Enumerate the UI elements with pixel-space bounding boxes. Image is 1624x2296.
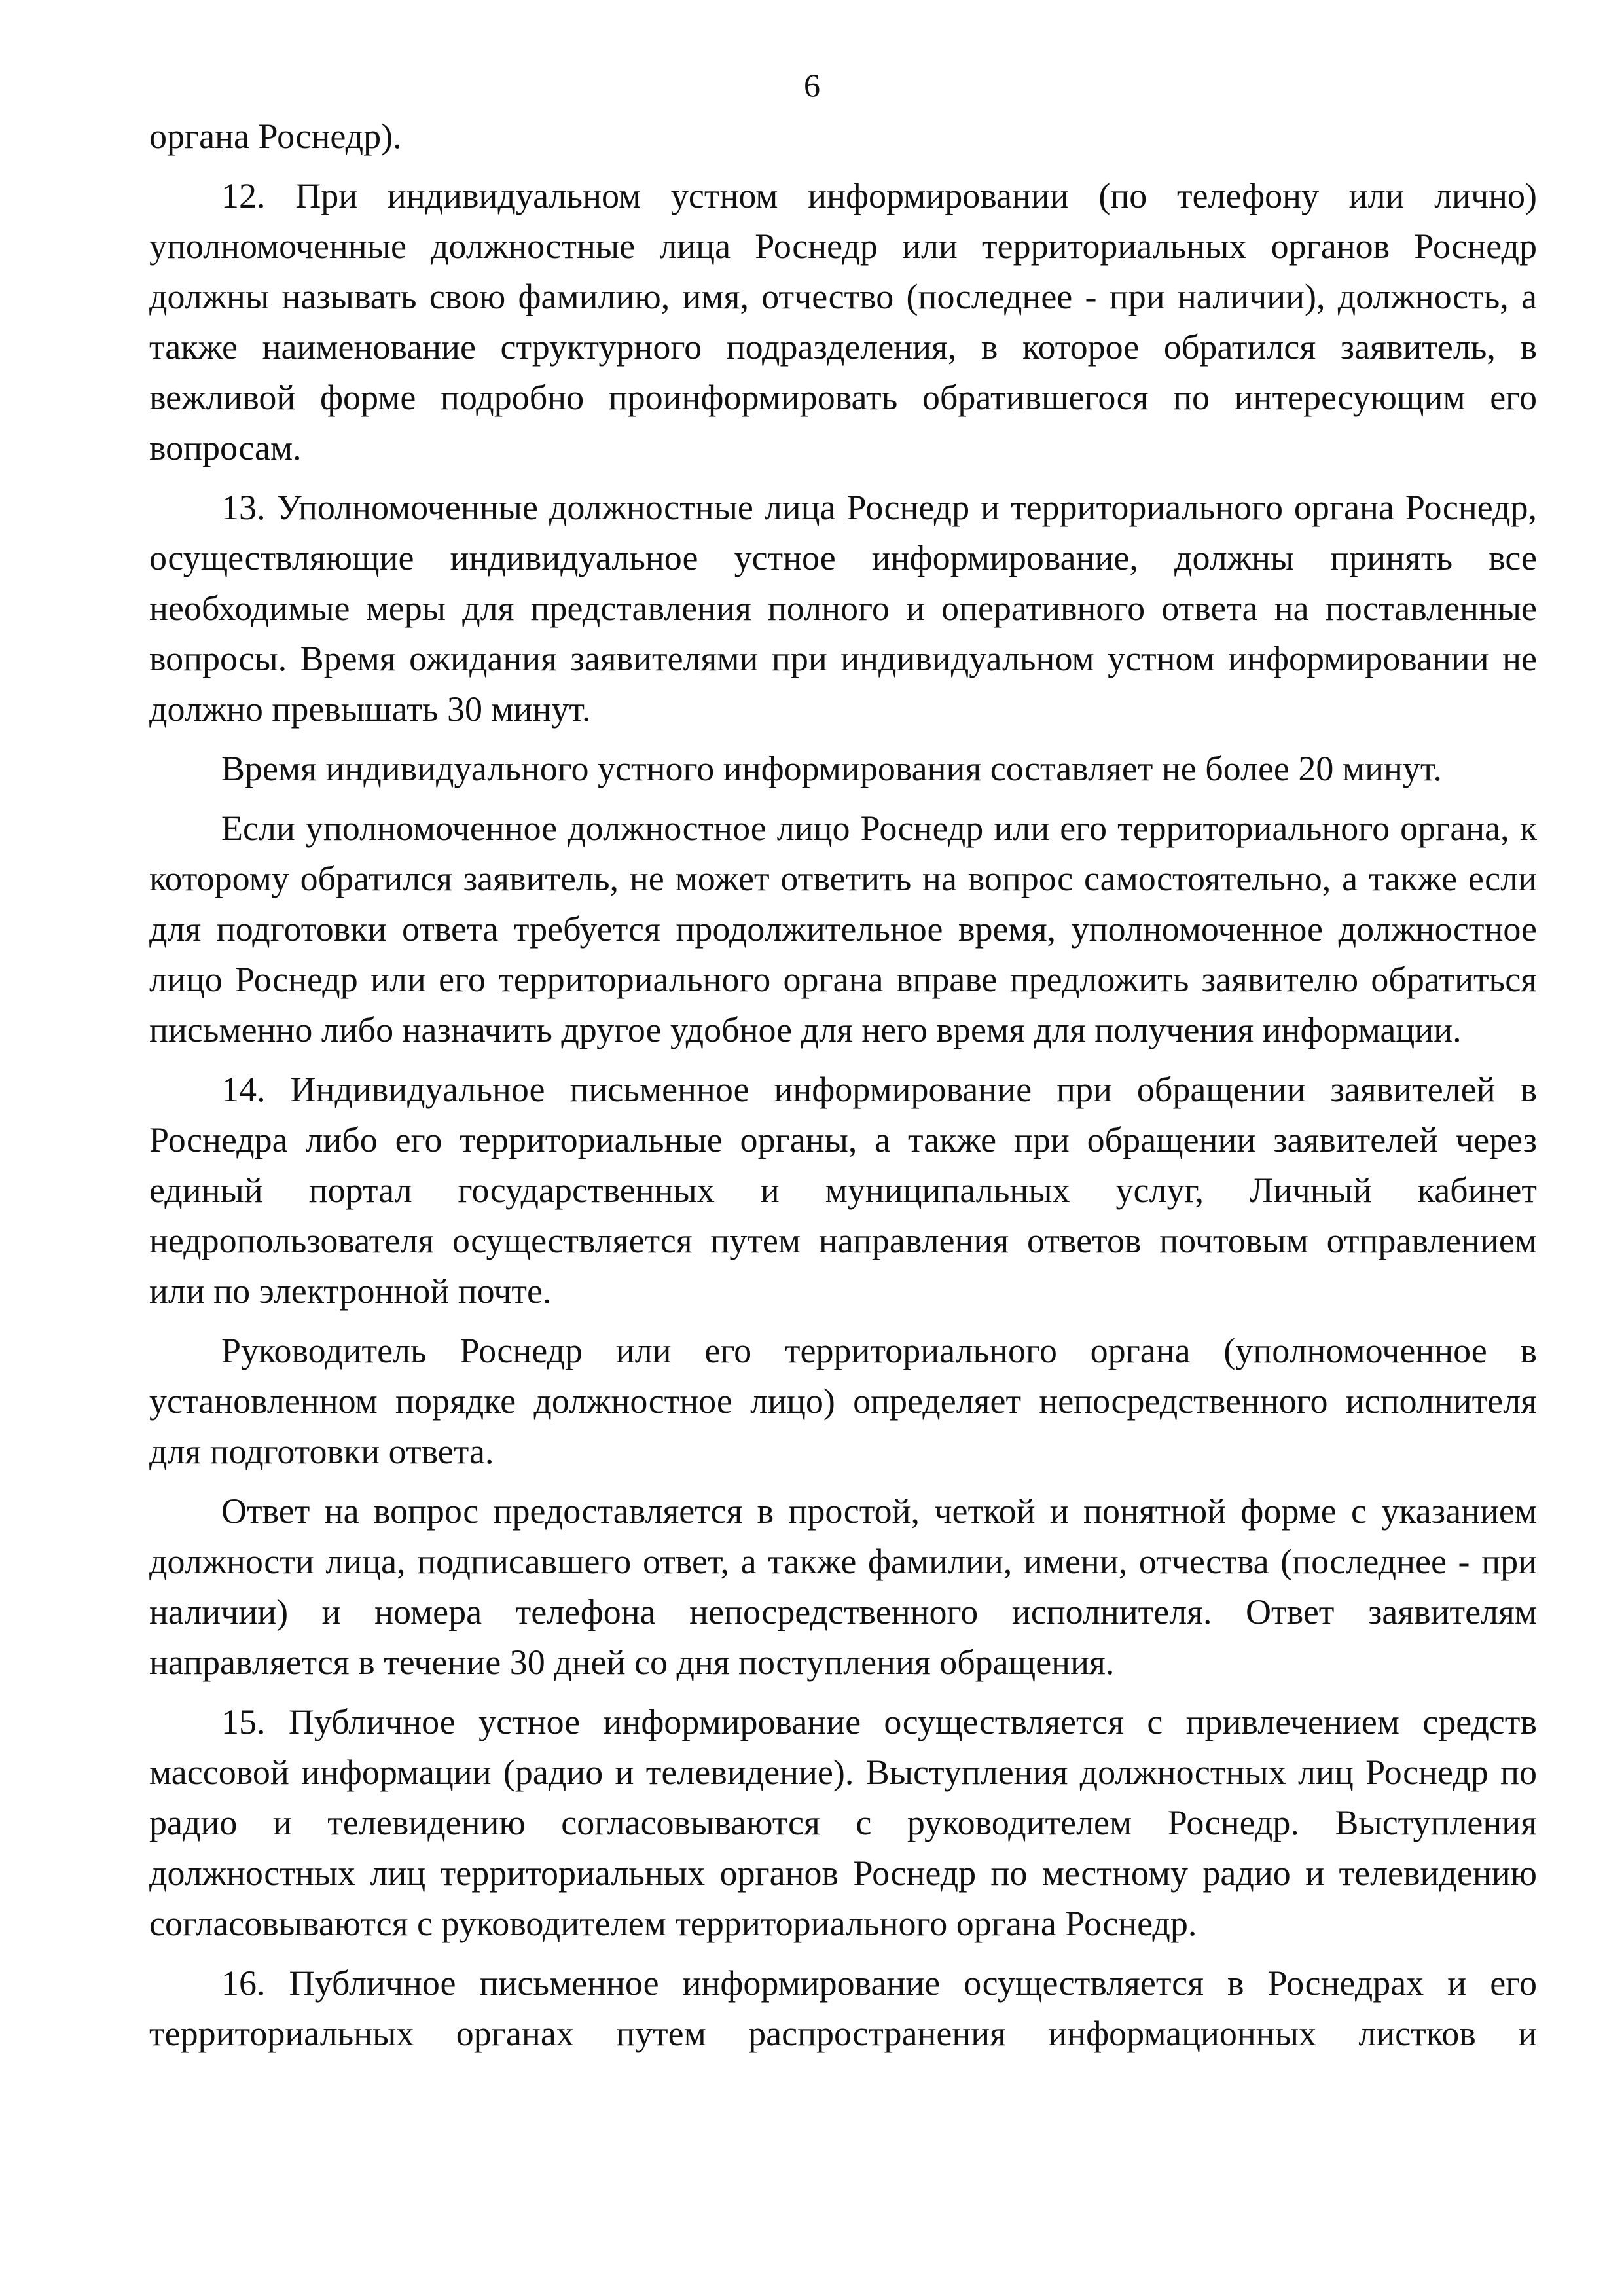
paragraph-item-12: 12. При индивидуальном устном информировании (по телефону или лично) уполномоченные должностные лица Роснедр или территориальных органов Роснедр должны называть свою фамилию, имя, отчество (последнее - при наличии), должность, а также наименование структурного подразделения, в которое обратился заявитель, в вежливой форме подробно проинформировать обратившегося по интересующим его вопросам. xyxy=(149,176,1537,467)
document-body xyxy=(149,111,1537,2068)
page-number: 6 xyxy=(804,67,820,103)
paragraph-item-13: 13. Уполномоченные должностные лица Роснедр и территориального органа Роснедр, осуществляющие индивидуальное устное информирование, должны принять все необходимые меры для представления полного и оперативного ответа на поставленные вопросы. Время ожидания заявителями при индивидуальном устном информировании не должно превышать 30 минут. xyxy=(149,488,1537,729)
paragraph-item-14: 14. Индивидуальное письменное информирование при обращении заявителей в Роснедра либо его территориальные органы, а также при обращении заявителей через единый портал государственных и муниципальных услуг, Личный кабинет недропользователя осуществляется путем направления ответов почтовым отправлением или по электронной почте. xyxy=(149,1070,1537,1311)
paragraph-continuation: органа Роснедр). xyxy=(149,117,402,156)
paragraph-item-15: 15. Публичное устное информирование осуществляется с привлечением средств массовой информации (радио и телевидение). Выступления должностных лиц Роснедр по радио и телевидению согласовываются с руководителем Роснедр. Выступления должностных лиц территориальных органов Роснедр по местному радио и телевидению согласовываются с руководителем территориального органа Роснедр. xyxy=(149,1702,1537,1943)
paragraph-redirect: Если уполномоченное должностное лицо Роснедр или его территориального органа, к которому обратился заявитель, не может ответить на вопрос самостоятельно, а также если для подготовки ответа требуется продолжительное время, уполномоченное должностное лицо Роснедр или его территориального органа вправе предложить заявителю обратиться письменно либо назначить другое удобное для него время для получения информации. xyxy=(149,809,1537,1049)
paragraph-time-limit: Время индивидуального устного информирования составляет не более 20 минут. xyxy=(221,749,1442,788)
paragraph-executor: Руководитель Роснедр или его территориального органа (уполномоченное в установленном порядке должностное лицо) определяет непосредственного исполнителя для подготовки ответа. xyxy=(149,1331,1537,1471)
paragraph-answer-form: Ответ на вопрос предоставляется в простой, четкой и понятной форме с указанием должности лица, подписавшего ответ, а также фамилии, имени, отчества (последнее - при наличии) и номера телефона непосредственного исполнителя. Ответ заявителям направляется в течение 30 дней со дня поступления обращения. xyxy=(149,1491,1537,1682)
paragraph-item-16: 16. Публичное письменное информирование осуществляется в Роснедрах и его территориальных органах путем распространения информационных листков и xyxy=(149,1963,1537,2053)
